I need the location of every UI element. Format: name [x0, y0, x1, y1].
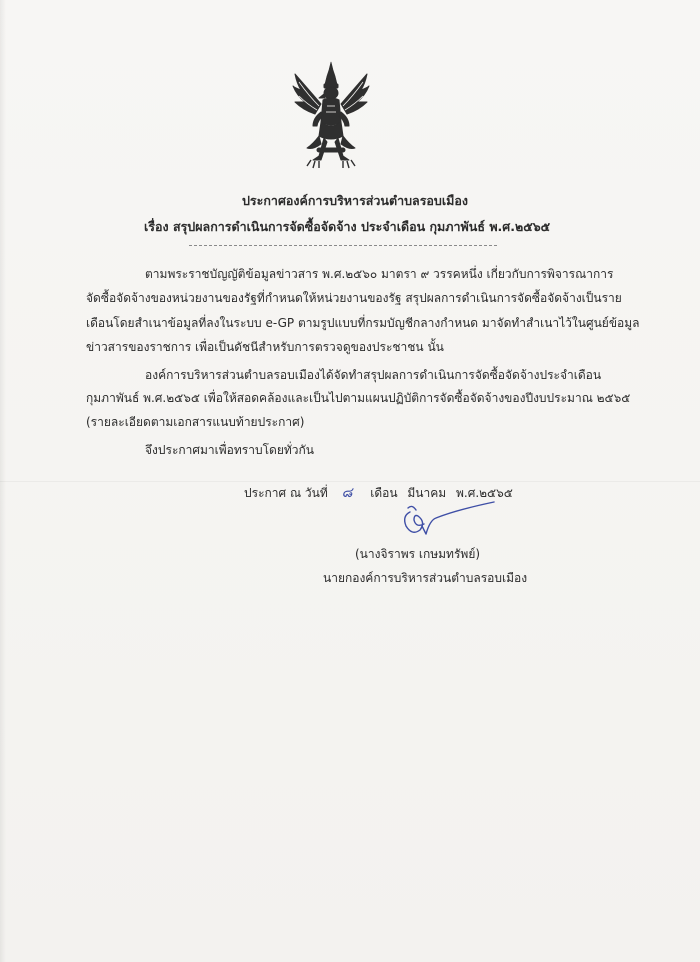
handwritten-signature-icon [396, 498, 496, 540]
dateline-month-label: เดือน [370, 486, 398, 500]
signatory-name: (นางจิราพร เกษมทรัพย์) [355, 547, 481, 561]
garuda-emblem-icon [291, 60, 371, 172]
announcement-title: ประกาศองค์การบริหารส่วนตำบลรอบเมือง [242, 193, 468, 208]
paragraph2-line3: (รายละเอียดตามเอกสารแนบท้ายประกาศ) [86, 415, 305, 429]
paragraph1-line4: ข่าวสารของราชการ เพื่อเป็นดัชนีสำหรับการตรวจดูของประชาชน นั้น [86, 340, 444, 354]
header-divider [189, 245, 497, 246]
paragraph1-line3: เดือนโดยสำเนาข้อมูลที่ลงในระบบ e-GP ตามรูปแบบที่กรมบัญชีกลางกำหนด มาจัดทำสำเนาไว้ในศูนย์ข้อมูล [86, 316, 640, 330]
paragraph1-line2: จัดซื้อจัดจ้างของหน่วยงานของรัฐที่กำหนดให้หน่วยงานของรัฐ สรุปผลการดำเนินการจัดซื้อจัดจ้างเป็นราย [86, 291, 622, 305]
paragraph1-line1: ตามพระราชบัญญัติข้อมูลข่าวสาร พ.ศ.๒๕๖๐ มาตรา ๙ วรรคหนึ่ง เกี่ยวกับการพิจารณาการ [145, 267, 614, 281]
paper-fold-line [0, 481, 700, 482]
dateline-day: ๘ [341, 485, 353, 501]
dateline-prefix: ประกาศ ณ วันที่ [244, 486, 328, 500]
paragraph2-line1: องค์การบริหารส่วนตำบลรอบเมืองได้จัดทำสรุปผลการดำเนินการจัดซื้อจัดจ้างประจำเดือน [145, 368, 602, 382]
signatory-position: นายกองค์การบริหารส่วนตำบลรอบเมือง [323, 571, 528, 585]
closing-line: จึงประกาศมาเพื่อทราบโดยทั่วกัน [145, 443, 314, 457]
paragraph2-line2: กุมภาพันธ์ พ.ศ.๒๕๖๕ เพื่อให้สอดคล้องและเป็นไปตามแผนปฏิบัติการจัดซื้อจัดจ้างของปีงบประมาณ ๒๕๖๕ [86, 391, 631, 405]
announcement-subject: เรื่อง สรุปผลการดำเนินการจัดซื้อจัดจ้าง ประจำเดือน กุมภาพันธ์ พ.ศ.๒๕๖๕ [144, 219, 551, 234]
dateline-year: พ.ศ.๒๕๖๕ [455, 486, 513, 500]
dateline-month: มีนาคม [407, 486, 447, 500]
